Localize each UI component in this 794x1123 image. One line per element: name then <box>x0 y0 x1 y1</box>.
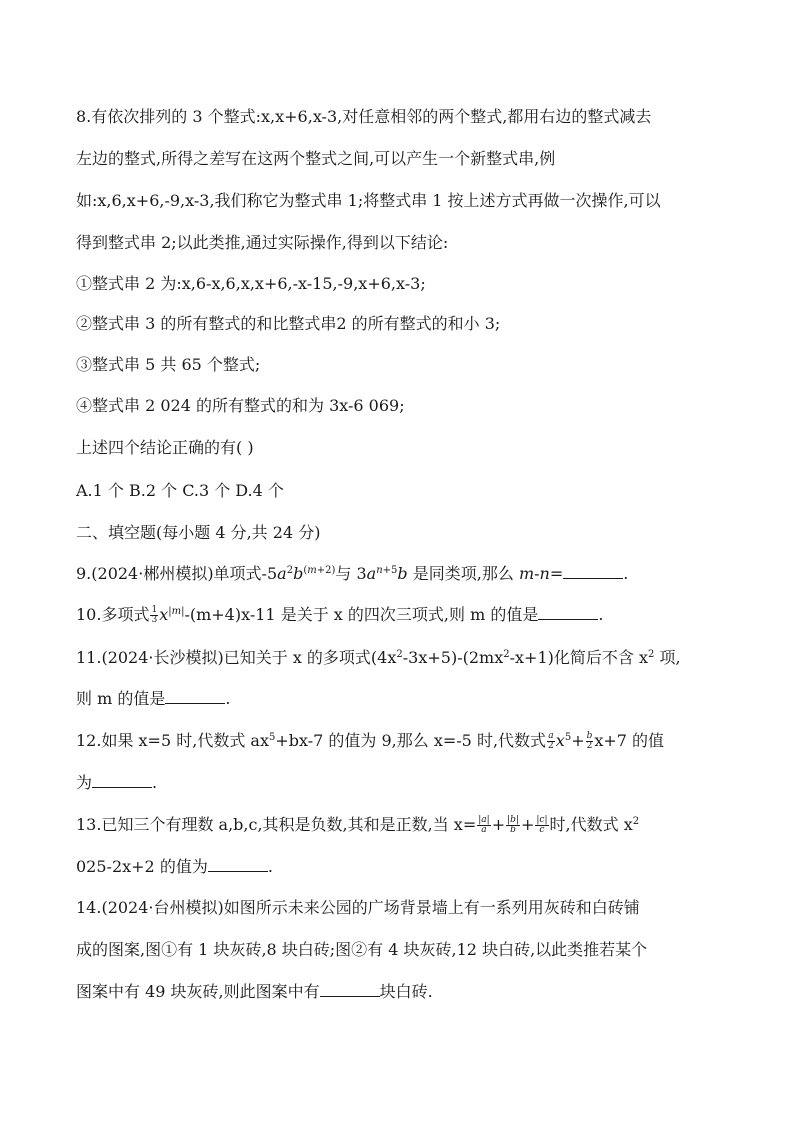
q8-line4: 得到整式串 2;以此类推,通过实际操作,得到以下结论: <box>76 233 449 252</box>
q13-text-line2: 025-2x+2 的值为 <box>76 857 208 876</box>
q12-end-dot: . <box>152 773 158 792</box>
q11-text-line2: 则 m 的值是 <box>76 689 166 708</box>
q13-fraction-b: $\frac{|b|}{b}$ <box>507 815 519 835</box>
q10-end-dot: . <box>598 605 604 624</box>
q13-fraction-a: $\frac{|a|}{a}$ <box>478 815 490 835</box>
q14-line3 <box>76 981 433 1003</box>
q14-text-b: 块白砖. <box>379 982 433 1001</box>
q8-conclusion-2: ②整式串 3 的所有整式的和比整式串2 的所有整式的和小 3; <box>76 314 501 333</box>
q11-text-a: 11.(2024·长沙模拟)已知关于 x 的多项式(4x <box>76 648 397 667</box>
q11-line2 <box>76 688 230 710</box>
q12-answer-blank[interactable] <box>92 773 152 788</box>
q12-line1: 12.如果 x=5 时,代数式 $ax^5+bx-7$ 的值为 9,那么 x=-5 时,代数式 $\frac{a}{2}$ $x^5+$ $\frac{b}{2}$ x+7 的值 <box>76 731 665 751</box>
q10-line: 10.多项式 $\frac{1}{3}$ $x^{|m|}-(m+4)x-11$ 是关于 x 的四次三项式,则 m 的值是 . <box>76 605 604 625</box>
q13-end-dot: . <box>267 857 273 876</box>
q8-line1: 8.有依次排列的 3 个整式:x,x+6,x-3,对任意相邻的两个整式,都用右边的整式减去 <box>76 107 652 126</box>
q10-frac-num: 1 <box>151 605 158 615</box>
q12-fraction-b: $\frac{b}{2}$ <box>586 731 593 751</box>
q9-text-a: 9.(2024·郴州模拟)单项式-5 <box>76 564 278 583</box>
q10-frac-den: 3 <box>151 615 158 625</box>
q12-line2 <box>76 772 157 794</box>
q9-text-b: 与 3 <box>335 564 367 583</box>
q13-text-b: 时,代数式 x <box>549 815 633 834</box>
q9-text-c: 是同类项,那么 <box>412 564 514 583</box>
q11-answer-blank[interactable] <box>165 689 225 704</box>
q12-text-line2: 为 <box>76 773 93 792</box>
q13-line1: 13.已知三个有理数 a,b,c,其积是负数,其和是正数,当 x= $\frac{|a|}{a}$ + $\frac{|b|}{b}$ + $\frac{|c|}{c}$ 时,代数式 $x^2$ <box>76 815 640 835</box>
q8-line2: 左边的整式,所得之差写在这两个整式之间,可以产生一个新整式串,例 <box>76 149 556 168</box>
q11-line1: 11.(2024·长沙模拟)已知关于 x 的多项式$(4x^2-3x+5)-(2mx^2-x+1)$化简后不含 $x^2$ 项, <box>76 648 681 667</box>
q8-conclusion-1: ①整式串 2 为:x,6-x,6,x,x+6,-x-15,-9,x+6,x-3; <box>76 274 426 293</box>
q9-text-d: = <box>549 564 564 583</box>
q12-text-c: x+7 的值 <box>594 731 665 750</box>
q14-answer-blank[interactable] <box>320 982 380 997</box>
q10-fraction <box>150 606 158 625</box>
q12-fraction-a: $\frac{a}{2}$ <box>548 731 554 751</box>
q12-text-b: +bx-7 的值为 9,那么 x=-5 时,代数式 <box>275 731 547 750</box>
q13-answer-blank[interactable] <box>208 857 268 872</box>
q12-text-a: 12.如果 x=5 时,代数式 ax <box>76 731 269 750</box>
q8-conclusion-3: ③整式串 5 共 65 个整式; <box>76 355 261 374</box>
q8-question: 上述四个结论正确的有( ) <box>76 438 254 457</box>
q11-text-c: -x+1)化简后不含 x <box>509 648 648 667</box>
q14-line1: 14.(2024·台州模拟)如图所示未来公园的广场背景墙上有一系列用灰砖和白砖铺 <box>76 898 640 917</box>
q10-text-a: 10.多项式 <box>76 605 150 624</box>
section-heading: 二、填空题(每小题 4 分,共 24 分) <box>76 523 321 542</box>
q11-text-d: 项, <box>654 648 681 667</box>
q8-conclusion-4: ④整式串 2 024 的所有整式的和为 3x-6 069; <box>76 396 405 415</box>
q9-line: 9.(2024·郴州模拟)单项式$-5a^2b^{(m+2)}$与 $3a^{n+5}b$ 是同类项,那么 m-n= . <box>76 564 629 583</box>
q8-options: A.1 个 B.2 个 C.3 个 D.4 个 <box>76 481 284 500</box>
q11-text-b: -3x+5)-(2mx <box>402 648 504 667</box>
q10-answer-blank[interactable] <box>538 605 598 620</box>
q14-text-a: 图案中有 49 块灰砖,则此图案中有 <box>76 982 320 1001</box>
q13-text-a: 13.已知三个有理数 a,b,c,其积是负数,其和是正数,当 x= <box>76 815 477 834</box>
q14-line2: 成的图案,图①有 1 块灰砖,8 块白砖;图②有 4 块灰砖,12 块白砖,以此类推若某个 <box>76 940 648 959</box>
q10-text-b: -(m+4)x-11 是关于 x 的四次三项式,则 m 的值是 <box>184 605 539 624</box>
q9-answer-blank[interactable] <box>563 564 623 579</box>
q11-end-dot: . <box>225 689 231 708</box>
q13-fraction-c: $\frac{|c|}{c}$ <box>536 815 548 835</box>
q9-end-dot: . <box>623 564 629 583</box>
q8-line3: 如:x,6,x+6,-9,x-3,我们称它为整式串 1;将整式串 1 按上述方式再做一次操作,可以 <box>76 191 661 210</box>
q13-line2 <box>76 856 273 878</box>
